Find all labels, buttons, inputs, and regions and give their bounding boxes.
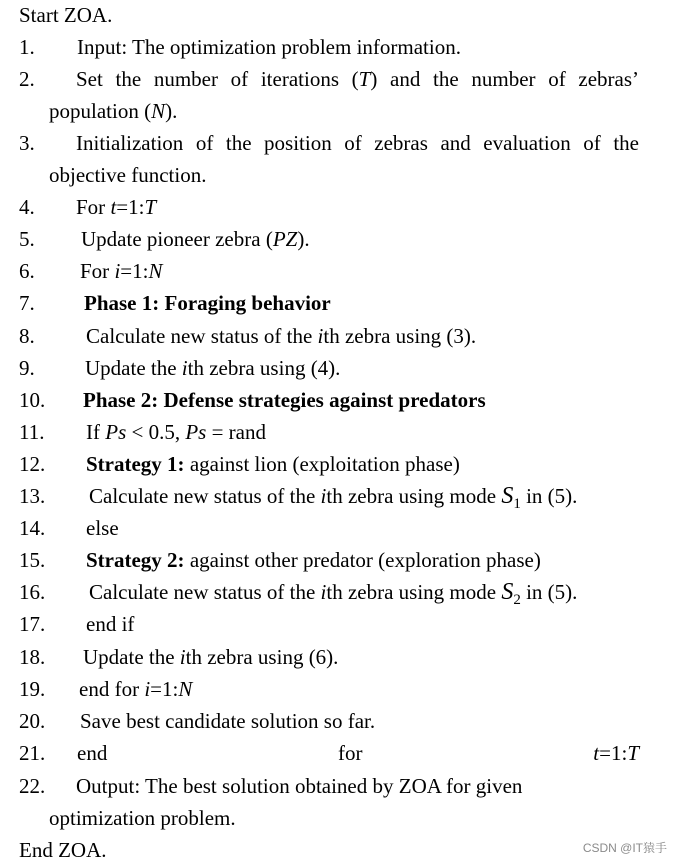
line-number: 18. [19,645,46,669]
line-text [81,227,310,251]
text-run: in (5). [520,484,578,508]
line-number: 17. [19,612,46,636]
line-number: 9. [19,356,35,380]
math-symbol: S [501,483,514,509]
line-text [86,612,134,636]
text-run: th zebra using (6). [185,645,339,669]
text-run: against lion (exploitation phase) [184,452,460,476]
line-text [76,131,639,155]
text-run: =1: [599,741,628,765]
text-run: < 0.5, [126,420,186,444]
text-run: Update the [83,645,180,669]
text-run: ). [297,227,310,251]
math-symbol: N [178,677,193,701]
text-run: Output: The best solution obtained by ZOA for given [76,774,523,798]
algorithm-end: End ZOA. [19,838,107,862]
text-run: Input: The optimization problem information. [77,35,461,59]
text-run: end for [77,741,594,765]
subscript: 2 [513,592,521,609]
line-number: 20. [19,709,46,733]
text-run: If [86,420,106,444]
line-text [86,516,119,540]
line-number: 3. [19,131,35,155]
line-text [79,677,192,701]
text-run: = rand [206,420,267,444]
text-run: objective function. [49,163,207,187]
text-run: Calculate new status of the [86,324,318,348]
line-text [76,774,522,798]
line-number: 15. [19,548,46,572]
math-symbol: PZ [272,227,298,251]
math-symbol: i [144,677,151,701]
line-number: 5. [19,227,35,251]
math-symbol: t [110,195,117,219]
text-run: Save best candidate solution so far. [80,709,376,733]
line-number: 7. [19,291,35,315]
text-run: th zebra using mode [326,580,502,604]
text-run: Update pioneer zebra ( [81,227,273,251]
line-number: 10. [19,388,46,412]
line-text [85,356,340,380]
subscript: 1 [513,496,521,513]
math-symbol: N [151,99,166,123]
line-number: 21. [19,741,46,765]
bold-text: Phase 1: Foraging behavior [84,291,331,315]
line-text [86,548,541,572]
text-run: Initialization of the position of zebras and evaluation of the [76,131,639,155]
bold-text: Phase 2: Defense strategies against predators [83,388,486,412]
text-run: Set the number of iterations ( [76,67,359,91]
math-symbol: i [320,484,327,508]
text-run: For [76,195,111,219]
math-symbol: T [144,195,157,219]
text-run: Calculate new status of the [89,580,321,604]
watermark: CSDN @IT猿手 [582,841,667,855]
text-run: end for [79,677,145,701]
text-run: Update the [85,356,182,380]
text-run: th zebra using (4). [187,356,341,380]
line-text [49,99,177,123]
math-symbol: Ps [185,420,207,444]
line-number: 16. [19,580,46,604]
line-number: 11. [19,420,45,444]
line-number: 13. [19,484,46,508]
math-symbol: i [320,580,327,604]
line-text [84,291,331,315]
text-run: population ( [49,99,152,123]
text-run: For [80,259,115,283]
math-symbol: T [627,741,639,765]
text-run: ) and the number of zebras’ [370,67,639,91]
text-run: =1: [120,259,149,283]
text-run: ). [165,99,178,123]
algorithm-start: Start ZOA. [19,3,113,27]
text-run: against other predator (exploration phase) [184,548,541,572]
math-symbol: S [501,579,514,605]
math-symbol: T [358,67,371,91]
math-symbol: i [179,645,186,669]
line-text [83,388,486,412]
line-number: 4. [19,195,35,219]
line-text [77,741,639,765]
line-number: 6. [19,259,35,283]
line-text [86,420,266,444]
text-run: else [86,516,119,540]
text-run: end if [86,612,135,636]
bold-text: Strategy 1: [86,452,185,476]
line-text [86,324,476,348]
math-symbol: i [114,259,121,283]
line-text [77,35,461,59]
line-number: 8. [19,324,35,348]
line-text [76,67,639,91]
math-symbol: i [181,356,188,380]
text-run: =1: [116,195,145,219]
line-text [86,452,460,476]
text-run: Calculate new status of the [89,484,321,508]
line-text [89,580,577,612]
line-text [83,645,338,669]
line-number: 14. [19,516,46,540]
text-run: optimization problem. [49,806,236,830]
line-text [80,709,375,733]
text-run: th zebra using mode [326,484,502,508]
line-text [49,163,206,187]
line-text [49,806,236,830]
line-number: 12. [19,452,46,476]
line-text [89,484,577,516]
text-run: th zebra using (3). [323,324,477,348]
line-text [80,259,162,283]
line-number: 2. [19,67,35,91]
math-symbol: i [317,324,324,348]
line-number: 19. [19,677,46,701]
math-symbol: Ps [105,420,127,444]
text-run: in (5). [520,580,578,604]
bold-text: Strategy 2: [86,548,185,572]
text-run: =1: [150,677,179,701]
math-symbol: t [593,741,600,765]
line-number: 1. [19,35,35,59]
line-text [76,195,156,219]
math-symbol: N [148,259,163,283]
line-number: 22. [19,774,46,798]
